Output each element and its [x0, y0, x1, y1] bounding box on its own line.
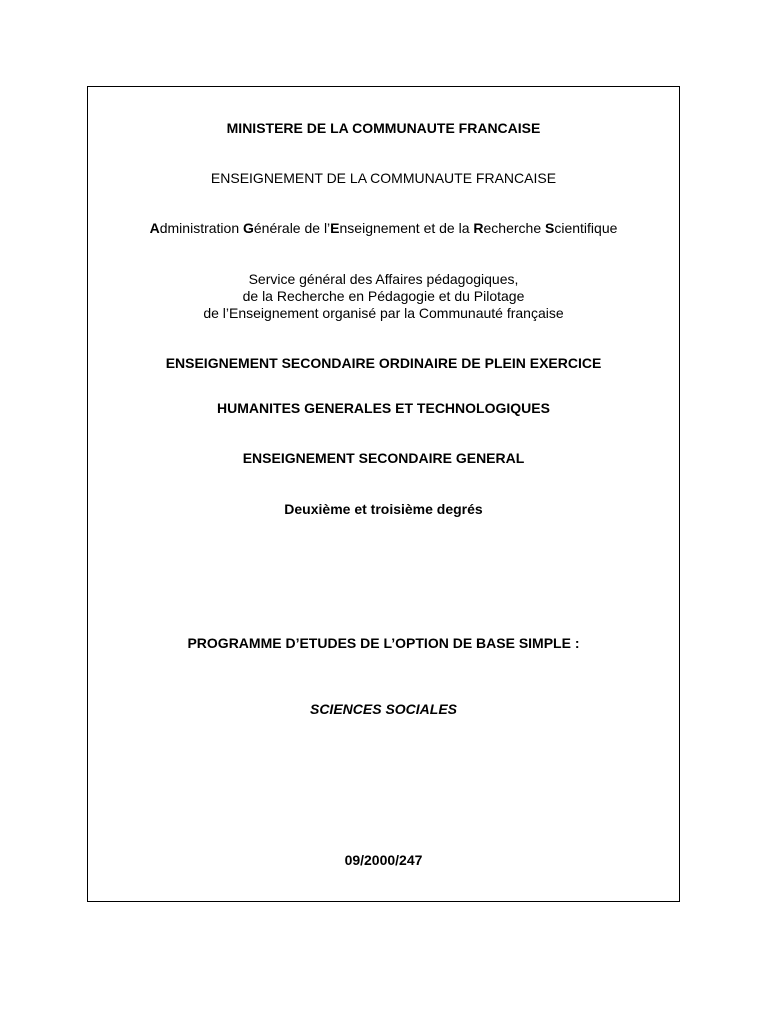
- service-block: [88, 271, 679, 322]
- level-heading: ENSEIGNEMENT SECONDAIRE ORDINAIRE DE PLEIN EXERCICE: [165, 355, 602, 371]
- reference-number: 09/2000/247: [344, 852, 423, 868]
- admin-initial-r: R: [473, 220, 484, 236]
- humanities-heading: HUMANITES GENERALES ET TECHNOLOGIQUES: [217, 400, 550, 416]
- admin-rest-g: énérale de l’: [253, 220, 331, 236]
- admin-initial-g: G: [243, 220, 254, 236]
- service-line-2: de la Recherche en Pédagogie et du Pilotage: [242, 288, 525, 304]
- service-line-1: Service général des Affaires pédagogiques,: [248, 271, 519, 287]
- admin-rest-r: echerche: [483, 220, 545, 236]
- general-heading: ENSEIGNEMENT SECONDAIRE GENERAL: [242, 450, 525, 466]
- cover-frame: [87, 86, 680, 902]
- admin-initial-a: A: [149, 220, 160, 236]
- admin-rest-e: nseignement et de la: [339, 220, 474, 236]
- admin-rest-s: cientifique: [554, 220, 618, 236]
- admin-rest-a: dministration: [159, 220, 243, 236]
- subject-title: SCIENCES SOCIALES: [309, 701, 458, 717]
- service-line-3: de l’Enseignement organisé par la Communauté française: [203, 305, 564, 321]
- admin-initial-s: S: [545, 220, 555, 236]
- admin-initial-e: E: [330, 220, 340, 236]
- programme-heading: PROGRAMME D’ETUDES DE L’OPTION DE BASE SIMPLE :: [187, 635, 580, 651]
- administration-heading: [88, 220, 679, 237]
- education-heading: ENSEIGNEMENT DE LA COMMUNAUTE FRANCAISE: [210, 170, 557, 186]
- degrees-heading: Deuxième et troisième degrés: [284, 501, 483, 517]
- ministry-heading: MINISTERE DE LA COMMUNAUTE FRANCAISE: [226, 120, 541, 136]
